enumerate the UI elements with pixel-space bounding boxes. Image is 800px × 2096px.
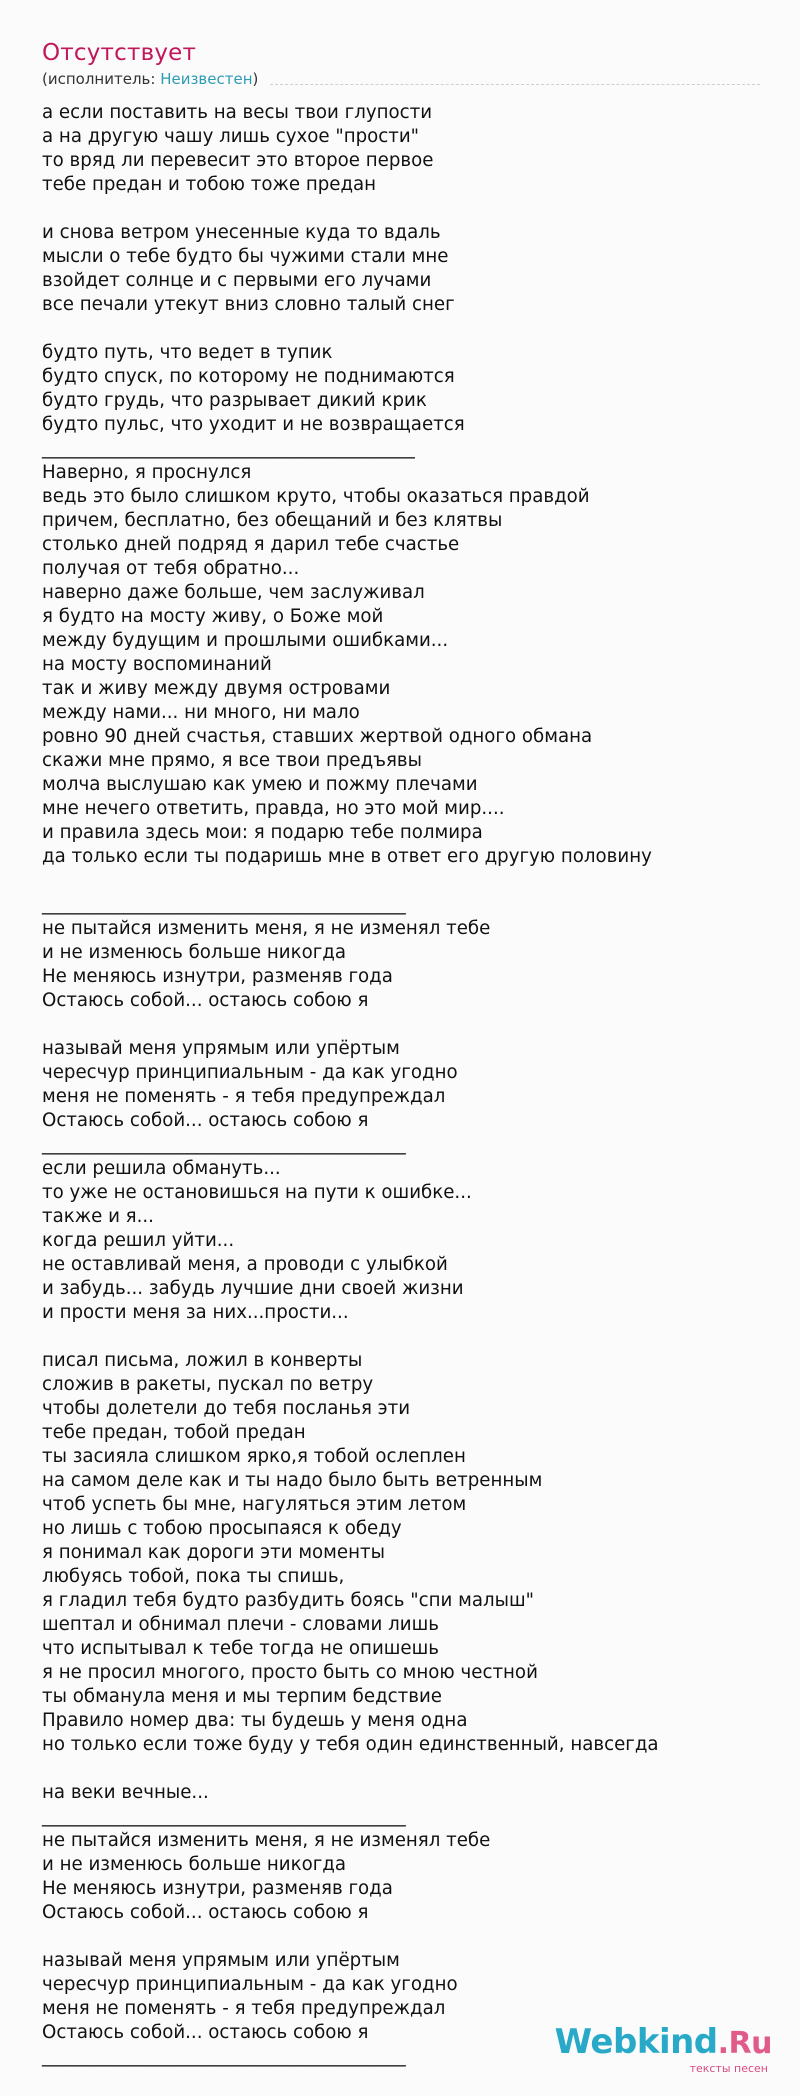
lyric-line: не оставливай меня, а проводи с улыбкой <box>42 1254 448 1275</box>
artist-prefix: (исполнитель: <box>42 70 161 88</box>
lyric-line: то уже не остановишься на пути к ошибке... <box>42 1182 472 1203</box>
lyric-line: меня не поменять - я тебя предупреждал <box>42 1998 446 2019</box>
lyric-line: ровно 90 дней счастья, ставших жертвой одного обмана <box>42 726 593 747</box>
lyric-line: не пытайся изменить меня, я не изменял тебе <box>42 1830 491 1851</box>
lyric-line: так и живу между двумя островами <box>42 678 391 699</box>
lyric-line: сложив в ракеты, пускал по ветру <box>42 1374 374 1395</box>
lyric-line: на мосту воспоминаний <box>42 654 272 675</box>
lyric-line: Наверно, я проснулся <box>42 462 252 483</box>
lyric-line <box>42 1757 782 1781</box>
lyric-line: не пытайся изменить меня, я не изменял тебе <box>42 918 491 939</box>
lyric-line <box>42 1925 782 1949</box>
lyric-line: Остаюсь собой... остаюсь собою я <box>42 1902 369 1923</box>
artist-link[interactable]: Неизвестен <box>160 70 253 88</box>
lyric-line: а на другую чашу лишь сухое "прости" <box>42 126 420 147</box>
lyric-line: но только если тоже буду у тебя один единственный, навсегда <box>42 1734 659 1755</box>
lyric-line: между нами... ни много, ни мало <box>42 702 360 723</box>
title-divider <box>270 84 760 85</box>
lyric-line <box>42 1325 782 1349</box>
lyric-line: но лишь с тобою просыпаяся к обеду <box>42 1518 402 1539</box>
lyrics-text <box>42 101 782 2069</box>
lyric-line: скажи мне прямо, я все твои предъявы <box>42 750 423 771</box>
lyric-line: чтоб успеть бы мне, нагуляться этим летом <box>42 1494 467 1515</box>
lyric-line: Правило номер два: ты будешь у меня одна <box>42 1710 468 1731</box>
lyric-line: а если поставить на весы твои глупости <box>42 102 433 123</box>
section-divider: ________________________________________ <box>42 1134 406 1155</box>
logo-tld: .Ru <box>717 2026 772 2061</box>
lyric-line: и правила здесь мои: я подарю тебе полмира <box>42 822 483 843</box>
lyric-line <box>42 197 782 221</box>
lyric-line: получая от тебя обратно... <box>42 558 300 579</box>
lyric-line: между будущим и прошлыми ошибками... <box>42 630 449 651</box>
lyric-line: шептал и обнимал плечи - словами лишь <box>42 1614 439 1635</box>
lyric-line: я не просил многого, просто быть со мною честной <box>42 1662 538 1683</box>
lyric-line: и не изменюсь больше никогда <box>42 942 346 963</box>
lyric-line: Не меняюсь изнутри, разменяв года <box>42 1878 393 1899</box>
lyric-line: и забудь... забудь лучшие дни своей жизни <box>42 1278 464 1299</box>
section-divider: ________________________________________ <box>42 1806 406 1827</box>
site-logo[interactable] <box>554 2022 780 2082</box>
lyric-line: и прости меня за них...прости... <box>42 1302 349 1323</box>
lyric-line: будто пульс, что уходит и не возвращается <box>42 414 465 435</box>
lyric-line: мне нечего ответить, правда, но это мой мир.... <box>42 798 505 819</box>
lyric-line: писал письма, ложил в конверты <box>42 1350 363 1371</box>
lyric-line: чересчур принципиальным - да как угодно <box>42 1974 458 1995</box>
lyric-line: столько дней подряд я дарил тебе счастье <box>42 534 460 555</box>
lyric-line: наверно даже больше, чем заслуживал <box>42 582 425 603</box>
lyric-line: молча выслушаю как умею и пожму плечами <box>42 774 478 795</box>
lyric-line: мысли о тебе будто бы чужими стали мне <box>42 246 449 267</box>
lyric-line: называй меня упрямым или упёртым <box>42 1950 400 1971</box>
song-title: Отсутствует <box>42 40 197 66</box>
lyric-line: ты обманула меня и мы терпим бедствие <box>42 1686 442 1707</box>
lyric-line: взойдет солнце и с первыми его лучами <box>42 270 432 291</box>
lyric-line: я будто на мосту живу, о Боже мой <box>42 606 384 627</box>
lyric-line: тебе предан и тобою тоже предан <box>42 174 377 195</box>
lyric-line: Остаюсь собой... остаюсь собою я <box>42 2022 369 2043</box>
section-divider: ________________________________________ <box>42 894 406 915</box>
lyric-line: тебе предан, тобой предан <box>42 1422 306 1443</box>
lyric-line: Не меняюсь изнутри, разменяв года <box>42 966 393 987</box>
lyric-line: Остаюсь собой... остаюсь собою я <box>42 990 369 1011</box>
lyric-line: будто спуск, по которому не поднимаются <box>42 366 455 387</box>
lyric-line: и снова ветром унесенные куда то вдаль <box>42 222 441 243</box>
lyric-line: да только если ты подаришь мне в ответ его другую половину <box>42 846 652 867</box>
lyric-line <box>42 869 782 893</box>
lyric-line: все печали утекут вниз словно талый снег <box>42 294 455 315</box>
lyric-line: на самом деле как и ты надо было быть ветренным <box>42 1470 543 1491</box>
lyric-line: чересчур принципиальным - да как угодно <box>42 1062 458 1083</box>
lyric-line: меня не поменять - я тебя предупреждал <box>42 1086 446 1107</box>
artist-suffix: ) <box>252 70 259 88</box>
lyric-line: ты засияла слишком ярко,я тобой ослеплен <box>42 1446 466 1467</box>
lyric-line <box>42 317 782 341</box>
lyric-line: будто путь, что ведет в тупик <box>42 342 333 363</box>
lyric-line: что испытывал к тебе тогда не опишешь <box>42 1638 439 1659</box>
lyric-line: чтобы долетели до тебя посланья эти <box>42 1398 411 1419</box>
logo-brand: Webkind <box>554 2022 718 2062</box>
lyric-line: и не изменюсь больше никогда <box>42 1854 346 1875</box>
lyric-line: я понимал как дороги эти моменты <box>42 1542 385 1563</box>
artist-line <box>42 70 258 88</box>
lyric-line: я гладил тебя будто разбудить боясь "спи малыш" <box>42 1590 534 1611</box>
section-divider: ________________________________________ <box>42 2046 406 2067</box>
lyric-line: ведь это было слишком круто, чтобы оказаться правдой <box>42 486 590 507</box>
lyric-line: причем, бесплатно, без обещаний и без клятвы <box>42 510 503 531</box>
lyric-line: то вряд ли перевесит это второе первое <box>42 150 434 171</box>
logo-wordmark <box>555 2022 772 2062</box>
section-divider: _________________________________________ <box>42 438 415 459</box>
lyric-line: Остаюсь собой... остаюсь собою я <box>42 1110 369 1131</box>
lyric-line: если решила обмануть... <box>42 1158 281 1179</box>
lyric-line <box>42 1013 782 1037</box>
lyric-line: будто грудь, что разрывает дикий крик <box>42 390 427 411</box>
logo-tagline: тексты песен <box>689 2062 768 2075</box>
lyric-line: на веки вечные... <box>42 1782 209 1803</box>
lyric-line: любуясь тобой, пока ты спишь, <box>42 1566 345 1587</box>
lyric-line: называй меня упрямым или упёртым <box>42 1038 400 1059</box>
lyric-line: когда решил уйти... <box>42 1230 235 1251</box>
lyric-line: также и я... <box>42 1206 154 1227</box>
